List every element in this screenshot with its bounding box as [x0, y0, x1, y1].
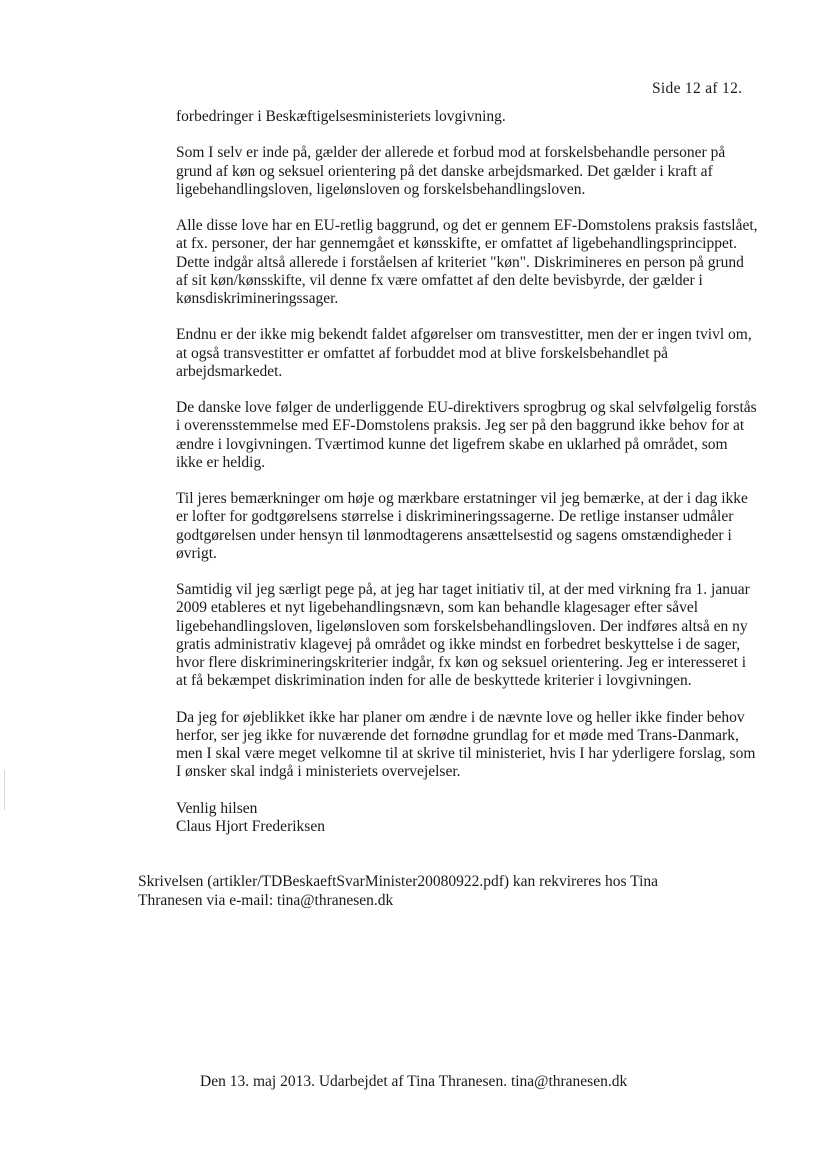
paragraph-compensation: Til jeres bemærkninger om høje og mærkbare erstatninger vil jeg bemærke, at der i dag ikke er lofter for godtgørelsens størrelse i diskrimineringssagerne. De retlige instanser udmåler godtgørelsen under hensyn til lønmodtagerens ansættelsestid og sagens omstændigheder i øvrigt. — [176, 490, 748, 562]
scan-artifact-line — [4, 770, 5, 810]
letter-body — [176, 108, 758, 836]
paragraph-eu-background: Alle disse love har en EU-retlig baggrund, og det er gennem EF-Domstolens praksis fastslået, at fx. personer, der har gennemgået et kønsskifte, er omfattet af ligebehandlingsprincippet. Dette indgår altså allerede i forståelsen af kriteriet "køn". Diskrimineres en person på grund af sit køn/kønsskifte, vil denne fx være omfattet af den delte bevisbyrde, der gælder i kønsdiskrimineringssager. — [176, 217, 758, 307]
page-footer: Den 13. maj 2013. Udarbejdet af Tina Thranesen. tina@thranesen.dk — [200, 1073, 628, 1090]
paragraph-equal-treatment-board: Samtidig vil jeg særligt pege på, at jeg har taget initiativ til, at der med virkning fra 1. januar 2009 etableres et nyt ligebehandlingsnævn, som kan behandle klagesager efter såvel ligebehandlingsloven, ligelønsloven som forskelsbehandlingsloven. Der indføres altså en ny gratis administrativ klagevej på området og ikke mindst en forbedret beskyttelse i de sager, hvor flere diskrimineringskriterier indgår, fx køn og seksuel orientering. Jeg er interesseret i at få bekæmpet diskrimination inden for alle de beskyttede kriterier i lovgivningen. — [176, 581, 750, 690]
paragraph-conclusion: Da jeg for øjeblikket ikke har planer om ændre i de nævnte love og heller ikke finder behov herfor, ser jeg ikke for nuværende det fornødne grundlag for et møde med Trans-Danmark, men I skal være meget velkomne til at skrive til ministeriet, hvis I har yderligere forslag, som I ønsker skal indgå i ministeriets overvejelser. — [176, 708, 756, 781]
closing-greeting: Venlig hilsen — [176, 799, 258, 817]
paragraph-continuation: forbedringer i Beskæftigelsesministeriets lovgivning. — [176, 108, 506, 125]
signature-block — [176, 800, 758, 836]
paragraph-eu-directives: De danske love følger de underliggende EU-direktivers sprogbrug og skal selvfølgelig forstås i overensstemmelse med EF-Domstolens praksis. Jeg ser på den baggrund ikke behov for at ændre i lovgivningen. Tværtimod kunne det ligefrem skabe en uklarhed på området, som ikke er heldig. — [176, 399, 757, 471]
document-note: Skrivelsen (artikler/TDBeskaeftSvarMinister20080922.pdf) kan rekvireres hos Tina Thranesen via e-mail: tina@thranesen.dk — [138, 873, 659, 909]
signatory-name: Claus Hjort Frederiksen — [176, 817, 325, 835]
paragraph-existing-ban: Som I selv er inde på, gælder der allerede et forbud mod at forskelsbehandle personer på grund af køn og seksuel orientering på det danske arbejdsmarked. Det gælder i kraft af ligebehandlingsloven, ligelønsloven og forskelsbehandlingsloven. — [176, 144, 726, 198]
page-number: Side 12 af 12. — [652, 80, 743, 97]
paragraph-transvestites: Endnu er der ikke mig bekendt faldet afgørelser om transvestitter, men der er ingen tvivl om, at også transvestitter er omfattet af forbuddet mod at blive forskelsbehandlet på arbejdsmarkedet. — [176, 326, 752, 380]
